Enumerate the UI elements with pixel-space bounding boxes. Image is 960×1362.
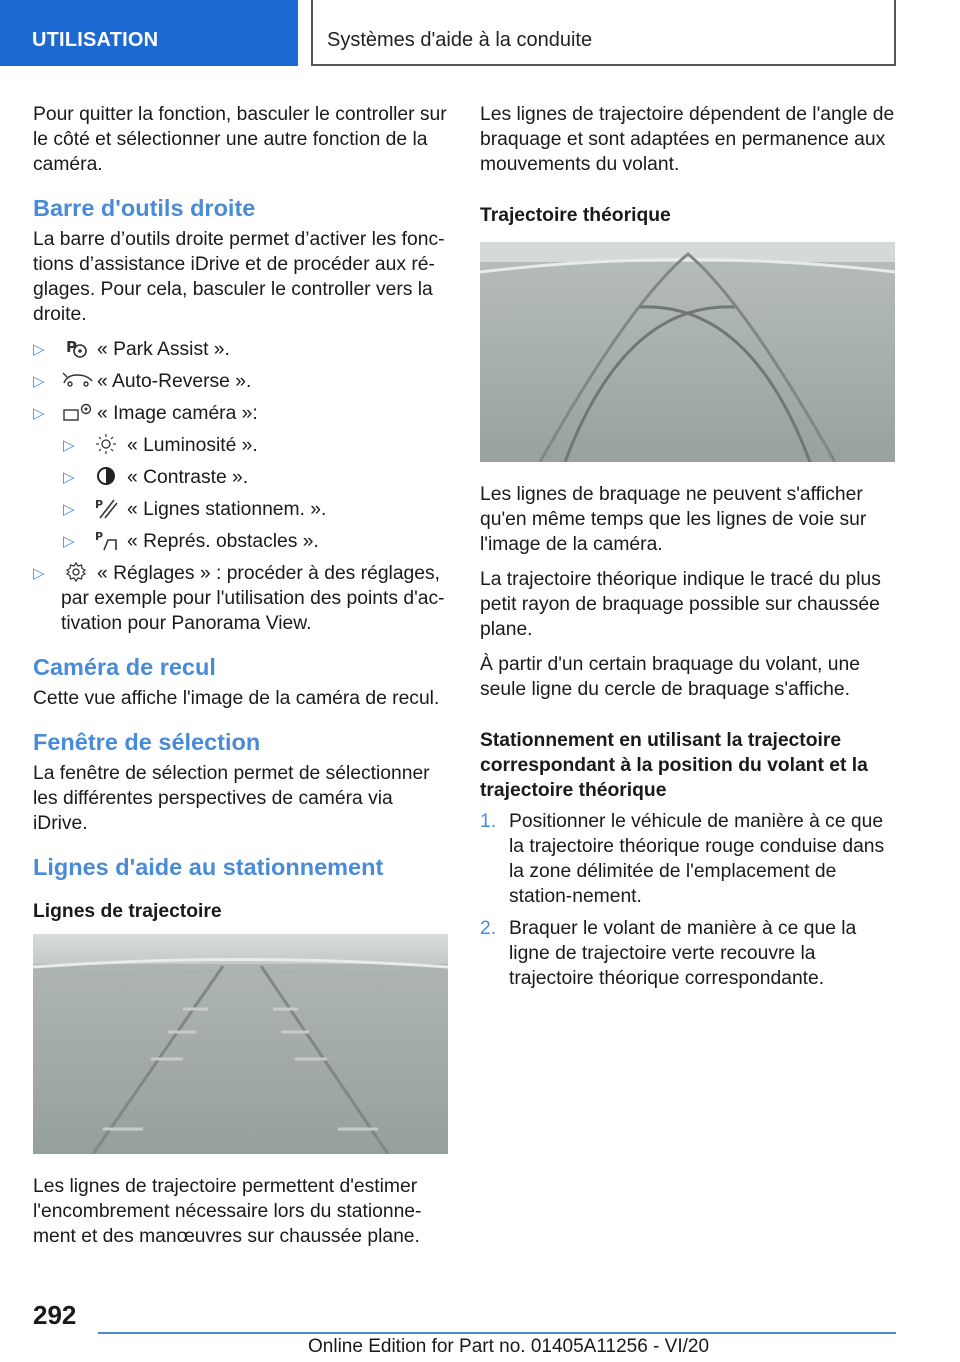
section-tab — [0, 0, 298, 66]
page-number: 292 — [33, 1300, 77, 1330]
trajectory-lines-paragraph: Les lignes de trajectoire permettent d'estimer l'encombrement nécessaire lors du stationne‐ment et des manœuvres sur chaussée plane. — [33, 1176, 422, 1247]
list-item-park-assist — [33, 337, 448, 362]
footer-divider — [98, 1332, 896, 1334]
contrast-icon — [91, 465, 121, 487]
chapter-title: Systèmes d'aide à la conduite — [327, 29, 593, 51]
list-item-label: « Image caméra »: — [97, 403, 258, 424]
rear-camera-heading: Caméra de recul — [33, 654, 216, 680]
brightness-icon — [91, 433, 121, 455]
parking-lines-heading: Lignes d'aide au stationnement — [33, 854, 384, 880]
bullet-triangle-icon: ▷ — [33, 341, 45, 358]
parking-lines-icon — [91, 497, 121, 519]
theoretical-trajectory-subheading: Trajectoire théorique — [480, 205, 671, 226]
section-title: UTILISATION — [32, 29, 159, 51]
sub-item-brightness — [63, 433, 448, 458]
list-item-label: « Auto-Reverse ». — [97, 371, 252, 392]
step-item-1 — [480, 809, 897, 909]
bullet-triangle-icon: ▷ — [63, 437, 75, 454]
step-number: 2. — [480, 918, 497, 939]
right-intro-paragraph: Les lignes de trajectoire dépendent de l'angle de braquage et sont adaptées en permanence aux mouvements du volant. — [480, 104, 895, 175]
step-text: Braquer le volant de manière à ce que la ligne de trajectoire verte recouvre la trajectoire théorique correspondante. — [509, 918, 857, 989]
selection-window-paragraph: La fenêtre de sélection permet de sélectionner les différentes perspectives de caméra via iDrive. — [33, 763, 430, 834]
sub-item-parking-lines — [63, 497, 448, 522]
right-column — [480, 102, 897, 998]
step-number: 1. — [480, 811, 497, 832]
trajectory-lines-figure — [33, 934, 448, 1154]
bullet-triangle-icon: ▷ — [33, 373, 45, 390]
gear-icon — [61, 561, 91, 583]
rear-camera-paragraph: Cette vue affiche l'image de la caméra de recul. — [33, 688, 440, 709]
bullet-triangle-icon: ▷ — [33, 405, 45, 422]
list-item-label: « Représ. obstacles ». — [127, 531, 319, 552]
trajectory-lines-subheading: Lignes de trajectoire — [33, 901, 222, 922]
obstacles-icon — [91, 529, 121, 551]
svg-text:P: P — [95, 530, 104, 543]
right-paragraph-3: À partir d'un certain braquage du volant, une seule ligne du cercle de braquage s'affiche. — [480, 654, 860, 700]
right-paragraph-2: La trajectoire théorique indique le tracé du plus petit rayon de braquage possible sur chaussée plane. — [480, 569, 881, 640]
list-item-label: « Lignes stationnem. ». — [127, 499, 327, 520]
toolbar-heading: Barre d'outils droite — [33, 195, 256, 221]
list-item-label: « Park Assist ». — [97, 339, 230, 360]
svg-text:P: P — [95, 498, 104, 511]
selection-window-heading: Fenêtre de sélection — [33, 729, 261, 755]
list-item-label: « Réglages » : procéder à des réglages, par exemple pour l'utilisation des points d'ac‐tivation pour Panorama View. — [61, 563, 445, 634]
list-item-label: « Luminosité ». — [127, 435, 258, 456]
right-paragraph-1: Les lignes de braquage ne peuvent s'afficher qu'en même temps que les lignes de voie sur l'image de la caméra. — [480, 484, 867, 555]
camera-image-icon — [61, 401, 91, 423]
bullet-triangle-icon: ▷ — [63, 533, 75, 550]
list-item-label: « Contraste ». — [127, 467, 249, 488]
left-column — [33, 102, 448, 1259]
bullet-triangle-icon: ▷ — [33, 565, 45, 582]
bullet-triangle-icon: ▷ — [63, 501, 75, 518]
sub-item-obstacles — [63, 529, 448, 554]
list-item-auto-reverse — [33, 369, 448, 394]
intro-paragraph: Pour quitter la fonction, basculer le controller sur le côté et sélectionner une autre fonction de la caméra. — [33, 104, 447, 175]
bullet-triangle-icon: ▷ — [63, 469, 75, 486]
svg-text:P: P — [66, 338, 77, 356]
sub-item-contrast — [63, 465, 448, 490]
step-item-2 — [480, 916, 897, 991]
list-item-settings — [33, 561, 448, 636]
step-text: Positionner le véhicule de manière à ce que la trajectoire théorique rouge conduise dans la zone délimitée de l'emplacement de station‐nement. — [509, 811, 885, 907]
chapter-header — [311, 0, 896, 66]
edition-text: Online Edition for Part no. 01405A11256 - VI/20 — [308, 1336, 710, 1357]
theoretical-trajectory-figure — [480, 242, 895, 462]
parking-procedure-subheading: Stationnement en utilisant la trajectoire correspondant à la position du volant et la trajectoire théorique — [480, 730, 868, 801]
park-assist-icon — [61, 337, 91, 359]
toolbar-paragraph: La barre d’outils droite permet d’activer les fonc‐tions d’assistance iDrive et de procéder aux ré‐glages. Pour cela, basculer le controller vers la droite. — [33, 229, 445, 325]
list-item-camera-image — [33, 401, 448, 426]
auto-reverse-icon — [61, 369, 91, 391]
